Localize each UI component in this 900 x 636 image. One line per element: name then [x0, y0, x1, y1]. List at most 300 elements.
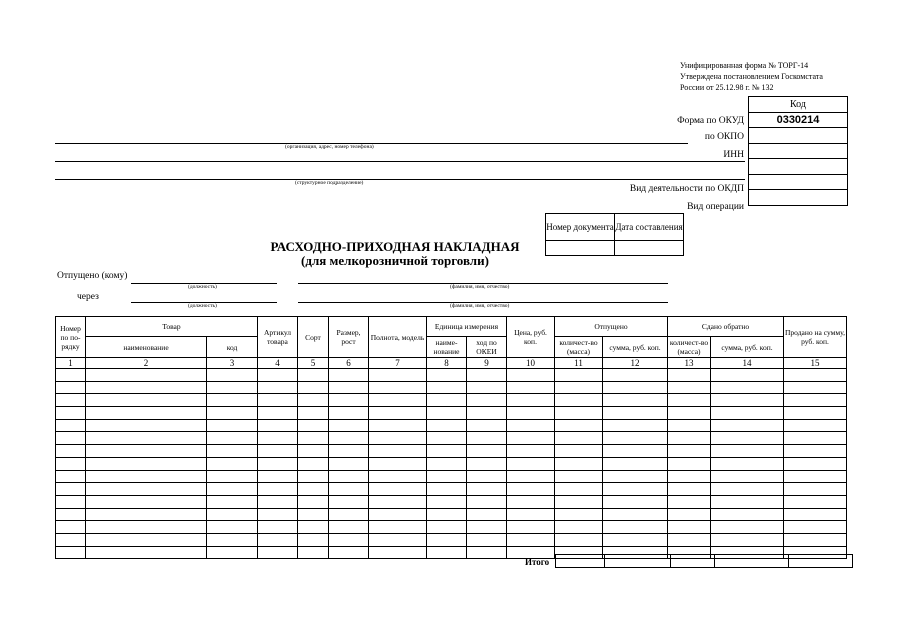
table-cell[interactable] — [329, 369, 369, 382]
table-cell[interactable] — [258, 495, 298, 508]
table-cell[interactable] — [427, 381, 467, 394]
table-cell[interactable] — [507, 457, 555, 470]
table-cell[interactable] — [56, 495, 86, 508]
column-number: 2 — [86, 358, 207, 369]
inn-label: ИНН — [723, 150, 744, 160]
table-cell[interactable] — [555, 495, 603, 508]
table-cell[interactable] — [298, 457, 329, 470]
table-cell[interactable] — [86, 521, 207, 534]
table-cell[interactable] — [603, 394, 668, 407]
table-cell[interactable] — [56, 445, 86, 458]
table-cell[interactable] — [298, 546, 329, 559]
table-cell[interactable] — [56, 533, 86, 546]
header-sold: Продано на сумму, руб. коп. — [784, 317, 847, 358]
table-cell[interactable] — [329, 495, 369, 508]
table-cell[interactable] — [207, 495, 258, 508]
table-cell[interactable] — [56, 457, 86, 470]
inn-value[interactable] — [749, 143, 848, 159]
header-returned-qty: количест-во (масса) — [668, 337, 711, 358]
operation-label: Вид операции — [687, 202, 744, 212]
table-cell[interactable] — [603, 508, 668, 521]
table-cell[interactable] — [784, 407, 847, 420]
table-cell[interactable] — [427, 508, 467, 521]
okud-label: Форма по ОКУД — [677, 116, 744, 126]
table-cell[interactable] — [369, 394, 427, 407]
table-cell[interactable] — [298, 470, 329, 483]
okud-value[interactable]: 0330214 — [749, 112, 848, 128]
table-cell[interactable] — [555, 445, 603, 458]
table-cell[interactable] — [507, 533, 555, 546]
table-cell[interactable] — [298, 508, 329, 521]
column-number: 7 — [369, 358, 427, 369]
table-cell[interactable] — [427, 445, 467, 458]
table-cell[interactable] — [711, 419, 784, 432]
form-header-line3: России от 25.12.98 г. № 132 — [680, 83, 774, 92]
table-cell[interactable] — [369, 432, 427, 445]
table-cell[interactable] — [467, 407, 507, 420]
table-cell[interactable] — [258, 483, 298, 496]
table-cell[interactable] — [86, 369, 207, 382]
table-cell[interactable] — [258, 533, 298, 546]
okdp-label: Вид деятельности по ОКДП — [629, 184, 744, 194]
table-cell[interactable] — [258, 369, 298, 382]
table-cell[interactable] — [329, 521, 369, 534]
table-row — [56, 495, 847, 508]
table-cell[interactable] — [258, 546, 298, 559]
table-cell[interactable] — [56, 508, 86, 521]
table-cell[interactable] — [784, 533, 847, 546]
table-cell[interactable] — [86, 533, 207, 546]
table-cell[interactable] — [207, 508, 258, 521]
table-row — [56, 407, 847, 420]
table-cell[interactable] — [555, 533, 603, 546]
column-number: 15 — [784, 358, 847, 369]
table-cell[interactable] — [86, 381, 207, 394]
table-cell[interactable] — [86, 470, 207, 483]
table-cell[interactable] — [207, 457, 258, 470]
table-cell[interactable] — [207, 533, 258, 546]
table-cell[interactable] — [427, 457, 467, 470]
table-cell[interactable] — [467, 369, 507, 382]
column-number: 3 — [207, 358, 258, 369]
table-cell[interactable] — [207, 381, 258, 394]
document-box — [545, 213, 684, 256]
table-row — [56, 470, 847, 483]
table-cell[interactable] — [668, 470, 711, 483]
table-row — [56, 508, 847, 521]
table-cell[interactable] — [369, 470, 427, 483]
table-cell[interactable] — [784, 495, 847, 508]
table-cell[interactable] — [258, 521, 298, 534]
table-cell[interactable] — [467, 394, 507, 407]
table-cell[interactable] — [603, 407, 668, 420]
header-unit: Единица измерения — [427, 317, 507, 337]
okdp-value[interactable] — [749, 174, 848, 190]
table-cell[interactable] — [258, 432, 298, 445]
table-cell[interactable] — [298, 369, 329, 382]
table-cell[interactable] — [427, 533, 467, 546]
table-cell[interactable] — [784, 445, 847, 458]
table-cell[interactable] — [427, 483, 467, 496]
table-cell[interactable] — [507, 394, 555, 407]
table-cell[interactable] — [711, 495, 784, 508]
table-cell[interactable] — [784, 457, 847, 470]
table-cell[interactable] — [369, 381, 427, 394]
table-cell[interactable] — [467, 432, 507, 445]
table-cell[interactable] — [711, 457, 784, 470]
table-cell[interactable] — [207, 521, 258, 534]
header-goods-name: наименование — [86, 337, 207, 358]
table-cell[interactable] — [369, 369, 427, 382]
table-cell[interactable] — [603, 521, 668, 534]
table-cell[interactable] — [711, 521, 784, 534]
table-cell[interactable] — [555, 407, 603, 420]
header-goods-code: код — [207, 337, 258, 358]
table-cell[interactable] — [329, 457, 369, 470]
table-cell[interactable] — [86, 394, 207, 407]
table-cell[interactable] — [369, 495, 427, 508]
column-number: 10 — [507, 358, 555, 369]
table-cell[interactable] — [603, 419, 668, 432]
table-cell[interactable] — [329, 546, 369, 559]
doc-number-label: Номер документа — [546, 214, 615, 241]
table-cell[interactable] — [207, 432, 258, 445]
table-cell[interactable] — [668, 432, 711, 445]
table-cell[interactable] — [369, 407, 427, 420]
table-cell[interactable] — [711, 432, 784, 445]
goods-table — [55, 316, 847, 559]
table-cell[interactable] — [467, 495, 507, 508]
table-cell[interactable] — [86, 445, 207, 458]
table-row — [56, 432, 847, 445]
header-article: Артикул товара — [258, 317, 298, 358]
column-number: 4 — [258, 358, 298, 369]
table-cell[interactable] — [369, 483, 427, 496]
table-row — [56, 419, 847, 432]
table-cell[interactable] — [258, 381, 298, 394]
table-cell[interactable] — [784, 432, 847, 445]
table-cell[interactable] — [555, 394, 603, 407]
table-cell[interactable] — [258, 508, 298, 521]
table-cell[interactable] — [784, 521, 847, 534]
department-line[interactable] — [55, 179, 745, 180]
table-cell[interactable] — [298, 445, 329, 458]
table-cell[interactable] — [369, 533, 427, 546]
table-cell[interactable] — [507, 470, 555, 483]
column-number: 11 — [555, 358, 603, 369]
okpo-label: по ОКПО — [704, 132, 744, 142]
table-cell[interactable] — [555, 419, 603, 432]
table-cell[interactable] — [711, 381, 784, 394]
table-cell[interactable] — [207, 394, 258, 407]
table-cell[interactable] — [507, 508, 555, 521]
table-cell[interactable] — [207, 445, 258, 458]
table-cell[interactable] — [258, 419, 298, 432]
table-cell[interactable] — [207, 546, 258, 559]
table-cell[interactable] — [369, 419, 427, 432]
table-cell[interactable] — [298, 495, 329, 508]
table-cell[interactable] — [711, 445, 784, 458]
table-cell[interactable] — [668, 394, 711, 407]
table-cell[interactable] — [668, 381, 711, 394]
table-cell[interactable] — [258, 457, 298, 470]
table-cell[interactable] — [369, 546, 427, 559]
table-cell[interactable] — [329, 470, 369, 483]
title-main: РАСХОДНО-ПРИХОДНАЯ НАКЛАДНАЯ — [270, 239, 520, 254]
table-cell[interactable] — [207, 483, 258, 496]
table-cell[interactable] — [603, 369, 668, 382]
table-cell[interactable] — [369, 445, 427, 458]
table-cell[interactable] — [369, 508, 427, 521]
column-number: 14 — [711, 358, 784, 369]
form-header-line1: Унифицированная форма № ТОРГ-14 — [680, 61, 809, 70]
table-cell[interactable] — [298, 381, 329, 394]
table-cell[interactable] — [298, 483, 329, 496]
table-cell[interactable] — [86, 457, 207, 470]
table-cell[interactable] — [668, 533, 711, 546]
doc-date-label: Дата составления — [615, 214, 684, 241]
table-cell[interactable] — [711, 470, 784, 483]
table-cell[interactable] — [668, 495, 711, 508]
header-num: Номер по по-рядку — [56, 317, 86, 358]
table-cell[interactable] — [427, 432, 467, 445]
table-cell[interactable] — [427, 546, 467, 559]
table-cell[interactable] — [56, 381, 86, 394]
table-cell[interactable] — [668, 457, 711, 470]
table-cell[interactable] — [298, 533, 329, 546]
header-grade: Сорт — [298, 317, 329, 358]
table-cell[interactable] — [507, 483, 555, 496]
table-cell[interactable] — [329, 419, 369, 432]
via-label: через — [77, 292, 99, 302]
table-cell[interactable] — [555, 369, 603, 382]
table-cell[interactable] — [784, 381, 847, 394]
fio-caption: (фамилия, имя, отчество) — [450, 284, 510, 290]
table-cell[interactable] — [56, 432, 86, 445]
document-title — [260, 240, 530, 268]
table-cell[interactable] — [207, 470, 258, 483]
table-cell[interactable] — [329, 483, 369, 496]
table-cell[interactable] — [427, 419, 467, 432]
table-cell[interactable] — [467, 470, 507, 483]
table-cell[interactable] — [467, 508, 507, 521]
table-cell[interactable] — [668, 508, 711, 521]
table-cell[interactable] — [427, 521, 467, 534]
table-cell[interactable] — [86, 495, 207, 508]
codes-header: Код — [749, 97, 848, 113]
table-cell[interactable] — [784, 508, 847, 521]
table-cell[interactable] — [467, 483, 507, 496]
title-sub: (для мелкорозничной торговли) — [301, 253, 489, 268]
table-cell[interactable] — [555, 432, 603, 445]
table-cell[interactable] — [329, 445, 369, 458]
table-cell[interactable] — [298, 521, 329, 534]
table-cell[interactable] — [784, 394, 847, 407]
table-cell[interactable] — [56, 483, 86, 496]
column-number: 6 — [329, 358, 369, 369]
table-cell[interactable] — [258, 407, 298, 420]
table-cell[interactable] — [427, 470, 467, 483]
table-cell[interactable] — [467, 381, 507, 394]
table-cell[interactable] — [711, 369, 784, 382]
table-cell[interactable] — [56, 470, 86, 483]
table-cell[interactable] — [507, 419, 555, 432]
table-row — [56, 394, 847, 407]
released-to-label: Отпущено (кому) — [57, 271, 128, 281]
column-number: 13 — [668, 358, 711, 369]
column-number: 9 — [467, 358, 507, 369]
total-released-qty[interactable] — [556, 555, 605, 568]
table-cell[interactable] — [507, 381, 555, 394]
total-returned-qty[interactable] — [671, 555, 715, 568]
table-cell[interactable] — [555, 381, 603, 394]
header-returned-sum: сумма, руб. коп. — [711, 337, 784, 358]
doc-date-value[interactable] — [615, 241, 684, 256]
table-cell[interactable] — [711, 407, 784, 420]
table-cell[interactable] — [258, 445, 298, 458]
table-cell[interactable] — [56, 407, 86, 420]
table-cell[interactable] — [784, 369, 847, 382]
column-number: 1 — [56, 358, 86, 369]
table-cell[interactable] — [603, 470, 668, 483]
table-cell[interactable] — [467, 533, 507, 546]
table-cell[interactable] — [207, 369, 258, 382]
table-cell[interactable] — [603, 457, 668, 470]
total-row — [555, 554, 853, 568]
table-cell[interactable] — [668, 483, 711, 496]
table-cell[interactable] — [711, 508, 784, 521]
table-cell[interactable] — [329, 381, 369, 394]
table-cell[interactable] — [86, 419, 207, 432]
table-cell[interactable] — [555, 508, 603, 521]
table-cell[interactable] — [467, 546, 507, 559]
form-header — [680, 60, 823, 93]
table-cell[interactable] — [329, 432, 369, 445]
table-row — [56, 369, 847, 382]
table-cell[interactable] — [603, 483, 668, 496]
table-cell[interactable] — [555, 483, 603, 496]
total-released-sum[interactable] — [605, 555, 671, 568]
table-cell[interactable] — [427, 495, 467, 508]
table-cell[interactable] — [467, 445, 507, 458]
table-cell[interactable] — [86, 508, 207, 521]
table-cell[interactable] — [207, 407, 258, 420]
table-cell[interactable] — [56, 521, 86, 534]
table-cell[interactable] — [603, 432, 668, 445]
table-cell[interactable] — [668, 445, 711, 458]
table-cell[interactable] — [603, 533, 668, 546]
table-cell[interactable] — [298, 432, 329, 445]
form-header-line2: Утверждена постановлением Госкомстата — [680, 72, 823, 81]
via-fio-caption: (фамилия, имя, отчество) — [450, 303, 510, 309]
table-cell[interactable] — [668, 407, 711, 420]
table-cell[interactable] — [86, 546, 207, 559]
table-cell[interactable] — [329, 508, 369, 521]
organization-line-2[interactable] — [55, 161, 745, 162]
table-cell[interactable] — [507, 369, 555, 382]
table-cell[interactable] — [86, 483, 207, 496]
department-caption: (структурное подразделение) — [295, 180, 364, 186]
table-cell[interactable] — [298, 407, 329, 420]
header-fullness: Полнота, модель — [369, 317, 427, 358]
table-cell[interactable] — [467, 419, 507, 432]
table-cell[interactable] — [784, 419, 847, 432]
codes-box — [748, 96, 848, 206]
table-cell[interactable] — [329, 407, 369, 420]
table-cell[interactable] — [369, 457, 427, 470]
header-unit-okei: ход по ОКЕИ — [467, 337, 507, 358]
header-price: Цена, руб. коп. — [507, 317, 555, 358]
okpo-value[interactable] — [749, 128, 848, 144]
table-row — [56, 521, 847, 534]
operation-value[interactable] — [749, 190, 848, 206]
column-numbers-row — [56, 358, 847, 369]
table-cell[interactable] — [56, 369, 86, 382]
table-cell[interactable] — [369, 521, 427, 534]
table-cell[interactable] — [467, 457, 507, 470]
table-cell[interactable] — [507, 432, 555, 445]
header-released: Отпущено — [555, 317, 668, 337]
table-cell[interactable] — [603, 445, 668, 458]
table-cell[interactable] — [711, 533, 784, 546]
total-sold-sum[interactable] — [789, 555, 853, 568]
doc-number-value[interactable] — [546, 241, 615, 256]
table-cell[interactable] — [507, 445, 555, 458]
table-cell[interactable] — [427, 407, 467, 420]
table-cell[interactable] — [56, 419, 86, 432]
table-cell[interactable] — [427, 394, 467, 407]
table-row — [56, 533, 847, 546]
table-cell[interactable] — [207, 419, 258, 432]
table-cell[interactable] — [555, 521, 603, 534]
table-cell[interactable] — [711, 483, 784, 496]
table-cell[interactable] — [258, 470, 298, 483]
column-number: 8 — [427, 358, 467, 369]
table-cell[interactable] — [784, 483, 847, 496]
header-unit-name: наиме-нование — [427, 337, 467, 358]
table-row — [56, 381, 847, 394]
table-cell[interactable] — [427, 369, 467, 382]
table-cell[interactable] — [555, 470, 603, 483]
total-label: Итого — [525, 557, 550, 567]
table-cell[interactable] — [507, 407, 555, 420]
table-cell[interactable] — [711, 394, 784, 407]
table-cell[interactable] — [329, 533, 369, 546]
total-returned-sum[interactable] — [715, 555, 789, 568]
table-cell[interactable] — [467, 521, 507, 534]
extra-value[interactable] — [749, 159, 848, 175]
table-cell[interactable] — [258, 394, 298, 407]
table-cell[interactable] — [784, 470, 847, 483]
table-cell[interactable] — [86, 432, 207, 445]
table-cell[interactable] — [298, 394, 329, 407]
table-cell[interactable] — [329, 394, 369, 407]
table-cell[interactable] — [507, 495, 555, 508]
table-cell[interactable] — [668, 369, 711, 382]
table-cell[interactable] — [56, 394, 86, 407]
table-cell[interactable] — [668, 419, 711, 432]
table-cell[interactable] — [603, 495, 668, 508]
table-cell[interactable] — [555, 457, 603, 470]
table-cell[interactable] — [507, 521, 555, 534]
table-cell[interactable] — [86, 407, 207, 420]
table-cell[interactable] — [603, 381, 668, 394]
table-cell[interactable] — [298, 419, 329, 432]
header-released-sum: сумма, руб. коп. — [603, 337, 668, 358]
table-row — [56, 457, 847, 470]
table-cell[interactable] — [668, 521, 711, 534]
table-cell[interactable] — [56, 546, 86, 559]
